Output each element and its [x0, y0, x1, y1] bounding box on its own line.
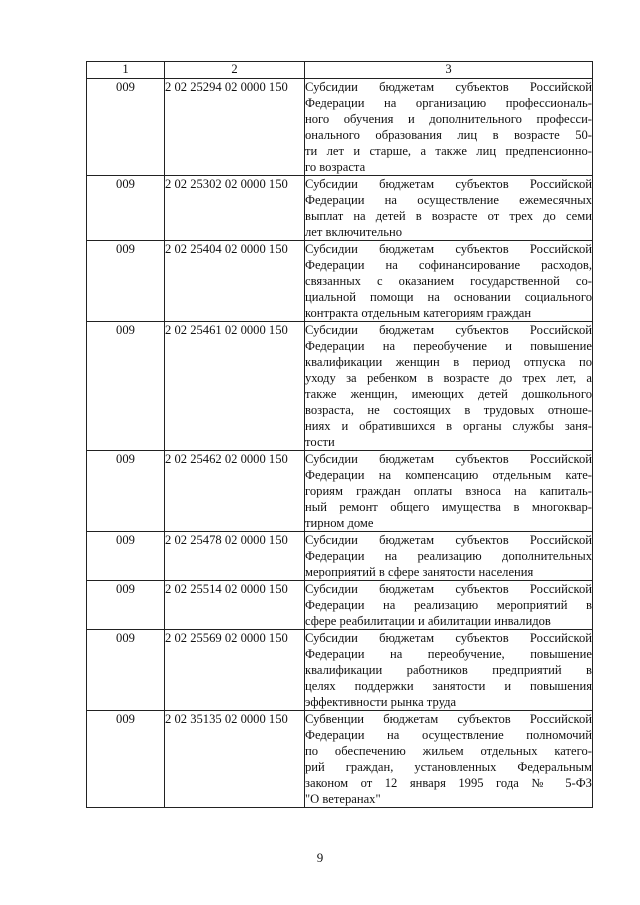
- description-line: тости: [305, 435, 335, 449]
- revenue-code-cell: 2 02 25302 02 0000 150: [165, 176, 305, 241]
- description-line: "О ветеранах": [305, 792, 381, 806]
- revenue-code-cell: 2 02 25514 02 0000 150: [165, 581, 305, 630]
- description-line: Федерации на компенсацию отдельным кате-: [305, 468, 592, 482]
- description-line: Субвенции бюджетам субъектов Российской: [305, 712, 592, 726]
- description-line: ти лет и старше, а также лиц предпенсионно-: [305, 144, 592, 158]
- description-cell: [305, 630, 593, 711]
- table-header-row: [87, 62, 593, 79]
- description-line: Федерации на осуществление ежемесячных: [305, 193, 592, 207]
- admin-code-cell: 009: [87, 630, 165, 711]
- description-cell: [305, 711, 593, 808]
- description-line: сфере реабилитации и абилитации инвалидов: [305, 614, 551, 628]
- description-line: мероприятий в сфере занятости населения: [305, 565, 534, 579]
- description-line: по обеспечению жильем отдельных катего-: [305, 744, 592, 758]
- description-line: лет включительно: [305, 225, 403, 239]
- description-line: онального образования лиц в возрасте 50-: [305, 128, 592, 142]
- revenue-code-cell: 2 02 25478 02 0000 150: [165, 532, 305, 581]
- admin-code-cell: 009: [87, 176, 165, 241]
- revenue-code-cell: 2 02 25461 02 0000 150: [165, 322, 305, 451]
- description-line: тирном доме: [305, 516, 374, 530]
- description-line: Субсидии бюджетам субъектов Российской: [305, 242, 592, 256]
- description-line: ного обучения и дополнительного професси-: [305, 112, 592, 126]
- description-cell: [305, 451, 593, 532]
- description-line: Субсидии бюджетам субъектов Российской: [305, 533, 592, 547]
- admin-code-cell: 009: [87, 532, 165, 581]
- admin-code-cell: 009: [87, 322, 165, 451]
- description-line: законом от 12 января 1995 года № 5-ФЗ: [305, 776, 592, 790]
- description-cell: [305, 581, 593, 630]
- document-table: [86, 61, 593, 808]
- admin-code-cell: 009: [87, 711, 165, 808]
- header-col-3: 3: [305, 62, 593, 79]
- revenue-code-cell: 2 02 25294 02 0000 150: [165, 79, 305, 176]
- description-line: квалификации женщин в период отпуска по: [305, 355, 592, 369]
- description-cell: [305, 322, 593, 451]
- description-line: контракта отдельным категориям граждан: [305, 306, 532, 320]
- admin-code-cell: 009: [87, 241, 165, 322]
- table-row: [87, 711, 593, 808]
- header-col-1: 1: [87, 62, 165, 79]
- description-line: Федерации на реализацию дополнительных: [305, 549, 592, 563]
- description-line: рий граждан, установленных Федеральным: [305, 760, 592, 774]
- description-cell: [305, 176, 593, 241]
- description-line: уходу за ребенком в возрасте до трех лет, а: [305, 371, 592, 385]
- description-line: Субсидии бюджетам субъектов Российской: [305, 582, 592, 596]
- table-row: [87, 581, 593, 630]
- description-line: целях поддержки занятости и повышения: [305, 679, 592, 693]
- description-line: Субсидии бюджетам субъектов Российской: [305, 80, 592, 94]
- description-line: ный ремонт общего имущества в многоквар-: [305, 500, 592, 514]
- description-line: Субсидии бюджетам субъектов Российской: [305, 323, 592, 337]
- revenue-code-cell: 2 02 25404 02 0000 150: [165, 241, 305, 322]
- table-body: [87, 79, 593, 808]
- description-line: гориям граждан оплаты взноса на капиталь-: [305, 484, 592, 498]
- table-row: [87, 79, 593, 176]
- table-row: [87, 532, 593, 581]
- description-line: эффективности рынка труда: [305, 695, 457, 709]
- description-line: го возраста: [305, 160, 366, 174]
- description-line: выплат на детей в возрасте от трех до семи: [305, 209, 592, 223]
- revenue-code-cell: 2 02 25462 02 0000 150: [165, 451, 305, 532]
- description-line: Субсидии бюджетам субъектов Российской: [305, 631, 592, 645]
- revenue-code-cell: 2 02 35135 02 0000 150: [165, 711, 305, 808]
- description-cell: [305, 241, 593, 322]
- description-line: Федерации на переобучение, повышение: [305, 647, 592, 661]
- description-line: Федерации на переобучение и повышение: [305, 339, 592, 353]
- description-line: Федерации на реализацию мероприятий в: [305, 598, 592, 612]
- description-line: Субсидии бюджетам субъектов Российской: [305, 452, 592, 466]
- description-line: ниях и обратившихся в органы службы заня-: [305, 419, 592, 433]
- description-cell: [305, 532, 593, 581]
- table-row: [87, 241, 593, 322]
- description-line: Федерации на софинансирование расходов,: [305, 258, 592, 272]
- description-line: связанных с оказанием государственной со-: [305, 274, 592, 288]
- admin-code-cell: 009: [87, 451, 165, 532]
- description-line: циальной помощи на основании социального: [305, 290, 592, 304]
- description-line: также женщин, имеющих детей дошкольного: [305, 387, 592, 401]
- admin-code-cell: 009: [87, 581, 165, 630]
- table-row: [87, 451, 593, 532]
- table-row: [87, 322, 593, 451]
- description-line: Федерации на организацию профессиональ-: [305, 96, 592, 110]
- table-row: [87, 176, 593, 241]
- header-col-2: 2: [165, 62, 305, 79]
- page-number: 9: [316, 850, 324, 865]
- description-line: Федерации на осуществление полномочий: [305, 728, 592, 742]
- revenue-code-cell: 2 02 25569 02 0000 150: [165, 630, 305, 711]
- description-line: Субсидии бюджетам субъектов Российской: [305, 177, 592, 191]
- description-line: квалификации работников предприятий в: [305, 663, 592, 677]
- description-cell: [305, 79, 593, 176]
- table-row: [87, 630, 593, 711]
- admin-code-cell: 009: [87, 79, 165, 176]
- description-line: возраста, не состоящих в трудовых отноше-: [305, 403, 592, 417]
